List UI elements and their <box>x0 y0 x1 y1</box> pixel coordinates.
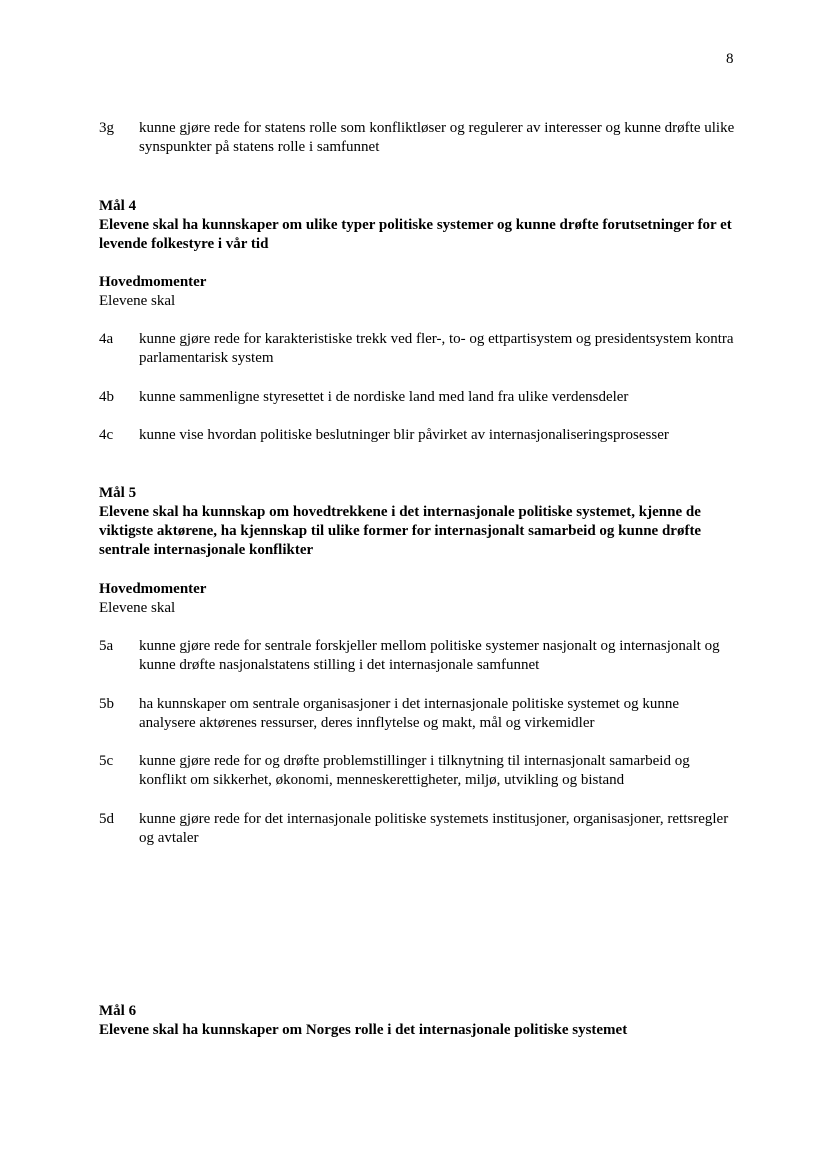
goal-title: Mål 6 <box>99 1003 137 1019</box>
item-text: kunne gjøre rede for sentrale forskjeller mellom politiske systemer nasjonalt og internasjonalt og kunne drøfte nasjonalstatens stilling i det internasjonale samfunnet <box>139 638 720 673</box>
section-sub: Elevene skal <box>99 600 176 616</box>
item-text: kunne gjøre rede for og drøfte problemstillinger i tilknytning til internasjonalt samarbeid og konflikt om sikkerhet, økonomi, menneskerettigheter, miljø, utvikling og bistand <box>139 753 690 788</box>
list-item-4a <box>99 330 739 368</box>
item-code: 4c <box>99 427 114 443</box>
goal-statement: Elevene skal ha kunnskap om hovedtrekkene i det internasjonale politiske systemet, kjenne de viktigste aktørene, ha kjennskap til ulike former for internasjonalt samarbeid og kunne drøfte sentrale internasjonale konflikter <box>99 504 702 558</box>
list-item-5a <box>99 637 739 675</box>
goal-statement: Elevene skal ha kunnskaper om Norges rolle i det internasjonale politiske systemet <box>99 1022 628 1038</box>
list-item-3g <box>99 119 739 157</box>
item-code: 4b <box>99 389 114 405</box>
item-code: 3g <box>99 120 114 136</box>
page-number: 8 <box>726 51 734 67</box>
goal-title: Mål 4 <box>99 198 137 214</box>
list-item-5d <box>99 810 739 848</box>
section-heading: Hovedmomenter <box>99 274 207 290</box>
section-heading: Hovedmomenter <box>99 581 207 597</box>
list-item-5c <box>99 752 739 790</box>
list-item-5b <box>99 695 739 733</box>
goal-5-section <box>99 580 749 618</box>
goal-statement: Elevene skal ha kunnskaper om ulike typer politiske systemer og kunne drøfte forutsetninger for et levende folkestyre i vår tid <box>99 217 732 252</box>
item-text: kunne gjøre rede for karakteristiske trekk ved fler-, to- og ettpartisystem og presidentsystem kontra parlamentarisk system <box>139 331 734 366</box>
goal-title: Mål 5 <box>99 485 137 501</box>
goal-4-section <box>99 273 749 311</box>
item-code: 5c <box>99 753 114 769</box>
item-code: 4a <box>99 331 114 347</box>
item-text: kunne vise hvordan politiske beslutninger blir påvirket av internasjonaliseringsprosesser <box>139 427 669 443</box>
list-item-4b <box>99 388 739 407</box>
item-text: kunne sammenligne styresettet i de nordiske land med land fra ulike verdensdeler <box>139 389 629 405</box>
section-sub: Elevene skal <box>99 293 176 309</box>
item-text: kunne gjøre rede for statens rolle som konfliktløser og regulerer av interesser og kunne drøfte ulike synspunkter på statens rolle i samfunnet <box>139 120 735 155</box>
goal-4-heading <box>99 197 749 254</box>
item-text: ha kunnskaper om sentrale organisasjoner i det internasjonale politiske systemet og kunne analysere aktørenes ressurser, deres innflytelse og makt, mål og virkemidler <box>139 696 680 731</box>
goal-6-heading <box>99 1002 749 1040</box>
goal-5-heading <box>99 484 749 560</box>
item-code: 5b <box>99 696 114 712</box>
item-text: kunne gjøre rede for det internasjonale politiske systemets institusjoner, organisasjoner, rettsregler og avtaler <box>139 811 729 846</box>
item-code: 5a <box>99 638 114 654</box>
list-item-4c <box>99 426 739 445</box>
item-code: 5d <box>99 811 114 827</box>
